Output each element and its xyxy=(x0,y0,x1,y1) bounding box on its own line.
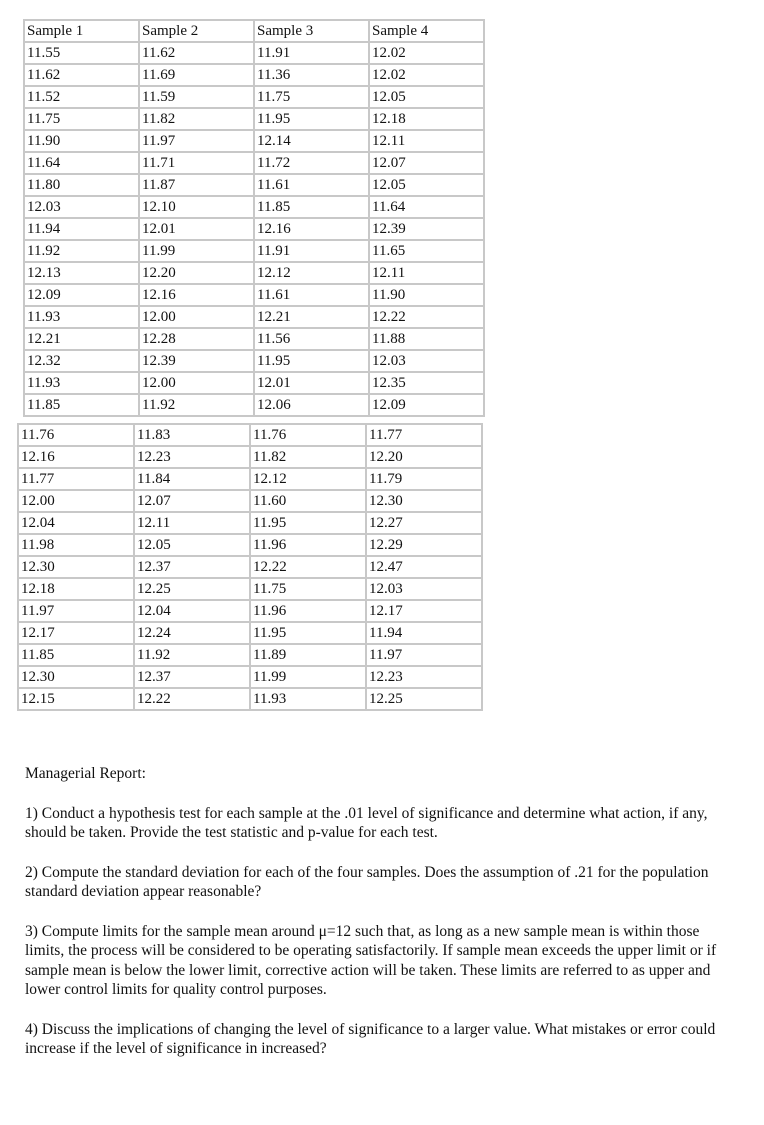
table-cell: 12.10 xyxy=(139,196,254,218)
table-cell: 11.62 xyxy=(24,64,139,86)
table-row xyxy=(24,108,484,130)
table-row xyxy=(18,468,482,490)
table-cell: 12.30 xyxy=(366,490,482,512)
table-cell: 11.80 xyxy=(24,174,139,196)
table-cell: 11.56 xyxy=(254,328,369,350)
table-cell: 11.75 xyxy=(250,578,366,600)
table-cell: 11.79 xyxy=(366,468,482,490)
table-cell: 11.84 xyxy=(134,468,250,490)
table-cell: 11.97 xyxy=(366,644,482,666)
table-cell: 12.05 xyxy=(369,174,484,196)
table-header-row xyxy=(24,20,484,42)
table-cell: 11.87 xyxy=(139,174,254,196)
table-cell: 11.95 xyxy=(254,108,369,130)
table-cell: 12.30 xyxy=(18,666,134,688)
table-row xyxy=(24,262,484,284)
table-cell: 12.03 xyxy=(369,350,484,372)
table-row xyxy=(24,240,484,262)
table-cell: 11.82 xyxy=(250,446,366,468)
table-cell: 12.09 xyxy=(24,284,139,306)
table-cell: 11.94 xyxy=(24,218,139,240)
table-cell: 12.39 xyxy=(369,218,484,240)
table-cell: 11.65 xyxy=(369,240,484,262)
table-cell: 12.11 xyxy=(369,262,484,284)
table-cell: 11.77 xyxy=(18,468,134,490)
table-cell: 12.25 xyxy=(134,578,250,600)
table-cell: 11.89 xyxy=(250,644,366,666)
table-cell: 11.82 xyxy=(139,108,254,130)
table-row xyxy=(24,306,484,328)
table-row xyxy=(24,218,484,240)
table-cell: 11.95 xyxy=(254,350,369,372)
table-row xyxy=(18,556,482,578)
table-cell: 11.61 xyxy=(254,284,369,306)
table-cell: 11.92 xyxy=(139,394,254,416)
table-row xyxy=(18,600,482,622)
table-cell: 11.76 xyxy=(18,424,134,446)
report-heading: Managerial Report: xyxy=(25,765,146,782)
table-cell: 11.72 xyxy=(254,152,369,174)
table-row xyxy=(24,394,484,416)
table-cell: 12.07 xyxy=(134,490,250,512)
table-row xyxy=(24,372,484,394)
table-cell: 11.69 xyxy=(139,64,254,86)
table-row xyxy=(24,86,484,108)
table-cell: 11.64 xyxy=(24,152,139,174)
table-cell: 12.12 xyxy=(254,262,369,284)
samples-table-top-body xyxy=(24,20,484,416)
table-cell: 11.88 xyxy=(369,328,484,350)
table-cell: 12.18 xyxy=(369,108,484,130)
report-question-2: 2) Compute the standard deviation for each of the four samples. Does the assumption of .21 for the population standard deviation appear reasonable? xyxy=(25,863,709,900)
table-cell: 12.11 xyxy=(134,512,250,534)
table-cell: 11.71 xyxy=(139,152,254,174)
table-cell: 12.04 xyxy=(134,600,250,622)
table-cell: 11.93 xyxy=(24,372,139,394)
column-header-sample-4: Sample 4 xyxy=(369,20,484,42)
table-cell: 11.59 xyxy=(139,86,254,108)
table-cell: 12.22 xyxy=(134,688,250,710)
table-cell: 12.37 xyxy=(134,666,250,688)
table-cell: 11.93 xyxy=(24,306,139,328)
table-row xyxy=(18,534,482,556)
table-cell: 11.55 xyxy=(24,42,139,64)
table-cell: 11.96 xyxy=(250,534,366,556)
table-cell: 11.62 xyxy=(139,42,254,64)
table-cell: 12.02 xyxy=(369,64,484,86)
table-cell: 12.05 xyxy=(369,86,484,108)
table-cell: 12.06 xyxy=(254,394,369,416)
table-cell: 12.05 xyxy=(134,534,250,556)
table-cell: 12.11 xyxy=(369,130,484,152)
table-cell: 11.90 xyxy=(369,284,484,306)
table-cell: 12.16 xyxy=(18,446,134,468)
table-cell: 12.29 xyxy=(366,534,482,556)
table-cell: 12.22 xyxy=(369,306,484,328)
column-header-sample-3: Sample 3 xyxy=(254,20,369,42)
table-row xyxy=(18,490,482,512)
table-cell: 11.91 xyxy=(254,240,369,262)
table-cell: 11.36 xyxy=(254,64,369,86)
samples-table-bottom xyxy=(17,423,483,711)
table-row xyxy=(24,196,484,218)
table-cell: 12.20 xyxy=(366,446,482,468)
table-cell: 12.15 xyxy=(18,688,134,710)
table-cell: 11.76 xyxy=(250,424,366,446)
table-cell: 11.52 xyxy=(24,86,139,108)
table-row xyxy=(24,174,484,196)
table-cell: 12.01 xyxy=(254,372,369,394)
report-question-4: 4) Discuss the implications of changing the level of significance to a larger value. What mistakes or error could increase if the level of significance in increased? xyxy=(25,1020,716,1057)
table-cell: 11.64 xyxy=(369,196,484,218)
table-row xyxy=(18,424,482,446)
table-row xyxy=(18,446,482,468)
table-row xyxy=(18,622,482,644)
table-cell: 11.97 xyxy=(139,130,254,152)
table-cell: 11.95 xyxy=(250,512,366,534)
table-cell: 12.21 xyxy=(24,328,139,350)
table-cell: 11.92 xyxy=(134,644,250,666)
table-row xyxy=(24,130,484,152)
table-row xyxy=(18,578,482,600)
table-cell: 12.16 xyxy=(139,284,254,306)
table-cell: 11.99 xyxy=(250,666,366,688)
table-cell: 11.61 xyxy=(254,174,369,196)
table-cell: 11.60 xyxy=(250,490,366,512)
table-cell: 12.22 xyxy=(250,556,366,578)
table-cell: 11.93 xyxy=(250,688,366,710)
table-cell: 12.14 xyxy=(254,130,369,152)
samples-table-bottom-body xyxy=(18,424,482,710)
table-cell: 12.07 xyxy=(369,152,484,174)
table-cell: 12.35 xyxy=(369,372,484,394)
managerial-report xyxy=(25,764,740,1079)
table-cell: 12.13 xyxy=(24,262,139,284)
table-cell: 11.77 xyxy=(366,424,482,446)
table-cell: 12.00 xyxy=(139,372,254,394)
table-cell: 12.03 xyxy=(24,196,139,218)
table-row xyxy=(24,152,484,174)
table-row xyxy=(24,284,484,306)
table-row xyxy=(18,512,482,534)
column-header-sample-1: Sample 1 xyxy=(24,20,139,42)
table-row xyxy=(18,666,482,688)
table-cell: 11.85 xyxy=(18,644,134,666)
table-cell: 11.85 xyxy=(24,394,139,416)
table-row xyxy=(18,644,482,666)
report-question-3: 3) Compute limits for the sample mean around μ=12 such that, as long as a new sample mean is within those limits, the process will be considered to be operating satisfactorily. If sample mean exceeds the upper limit or if sample mean is below the lower limit, corrective action will be taken. These limits are referred to as upper and lower control limits for quality control purposes. xyxy=(25,922,717,998)
table-cell: 12.24 xyxy=(134,622,250,644)
table-cell: 12.02 xyxy=(369,42,484,64)
table-cell: 12.04 xyxy=(18,512,134,534)
table-cell: 11.98 xyxy=(18,534,134,556)
table-cell: 11.75 xyxy=(24,108,139,130)
table-cell: 11.94 xyxy=(366,622,482,644)
table-cell: 12.17 xyxy=(18,622,134,644)
table-cell: 11.92 xyxy=(24,240,139,262)
samples-table-top xyxy=(23,19,485,417)
table-cell: 12.28 xyxy=(139,328,254,350)
table-cell: 12.12 xyxy=(250,468,366,490)
table-cell: 12.00 xyxy=(139,306,254,328)
table-row xyxy=(24,64,484,86)
table-cell: 12.01 xyxy=(139,218,254,240)
table-cell: 12.09 xyxy=(369,394,484,416)
table-row xyxy=(24,328,484,350)
table-cell: 11.85 xyxy=(254,196,369,218)
table-cell: 11.99 xyxy=(139,240,254,262)
table-cell: 12.23 xyxy=(366,666,482,688)
table-cell: 12.37 xyxy=(134,556,250,578)
table-cell: 11.96 xyxy=(250,600,366,622)
column-header-sample-2: Sample 2 xyxy=(139,20,254,42)
table-cell: 11.95 xyxy=(250,622,366,644)
table-row xyxy=(18,688,482,710)
table-cell: 12.17 xyxy=(366,600,482,622)
table-cell: 11.97 xyxy=(18,600,134,622)
table-row xyxy=(24,42,484,64)
table-cell: 12.16 xyxy=(254,218,369,240)
table-cell: 11.91 xyxy=(254,42,369,64)
table-cell: 11.90 xyxy=(24,130,139,152)
table-cell: 12.18 xyxy=(18,578,134,600)
table-cell: 11.83 xyxy=(134,424,250,446)
table-cell: 12.23 xyxy=(134,446,250,468)
table-cell: 12.20 xyxy=(139,262,254,284)
table-row xyxy=(24,350,484,372)
table-cell: 11.75 xyxy=(254,86,369,108)
table-cell: 12.21 xyxy=(254,306,369,328)
report-question-1: 1) Conduct a hypothesis test for each sample at the .01 level of significance and determine what action, if any, should be taken. Provide the test statistic and p-value for each test. xyxy=(25,804,708,841)
table-cell: 12.39 xyxy=(139,350,254,372)
table-cell: 12.27 xyxy=(366,512,482,534)
table-cell: 12.03 xyxy=(366,578,482,600)
table-cell: 12.25 xyxy=(366,688,482,710)
table-cell: 12.47 xyxy=(366,556,482,578)
table-cell: 12.30 xyxy=(18,556,134,578)
table-cell: 12.32 xyxy=(24,350,139,372)
table-cell: 12.00 xyxy=(18,490,134,512)
